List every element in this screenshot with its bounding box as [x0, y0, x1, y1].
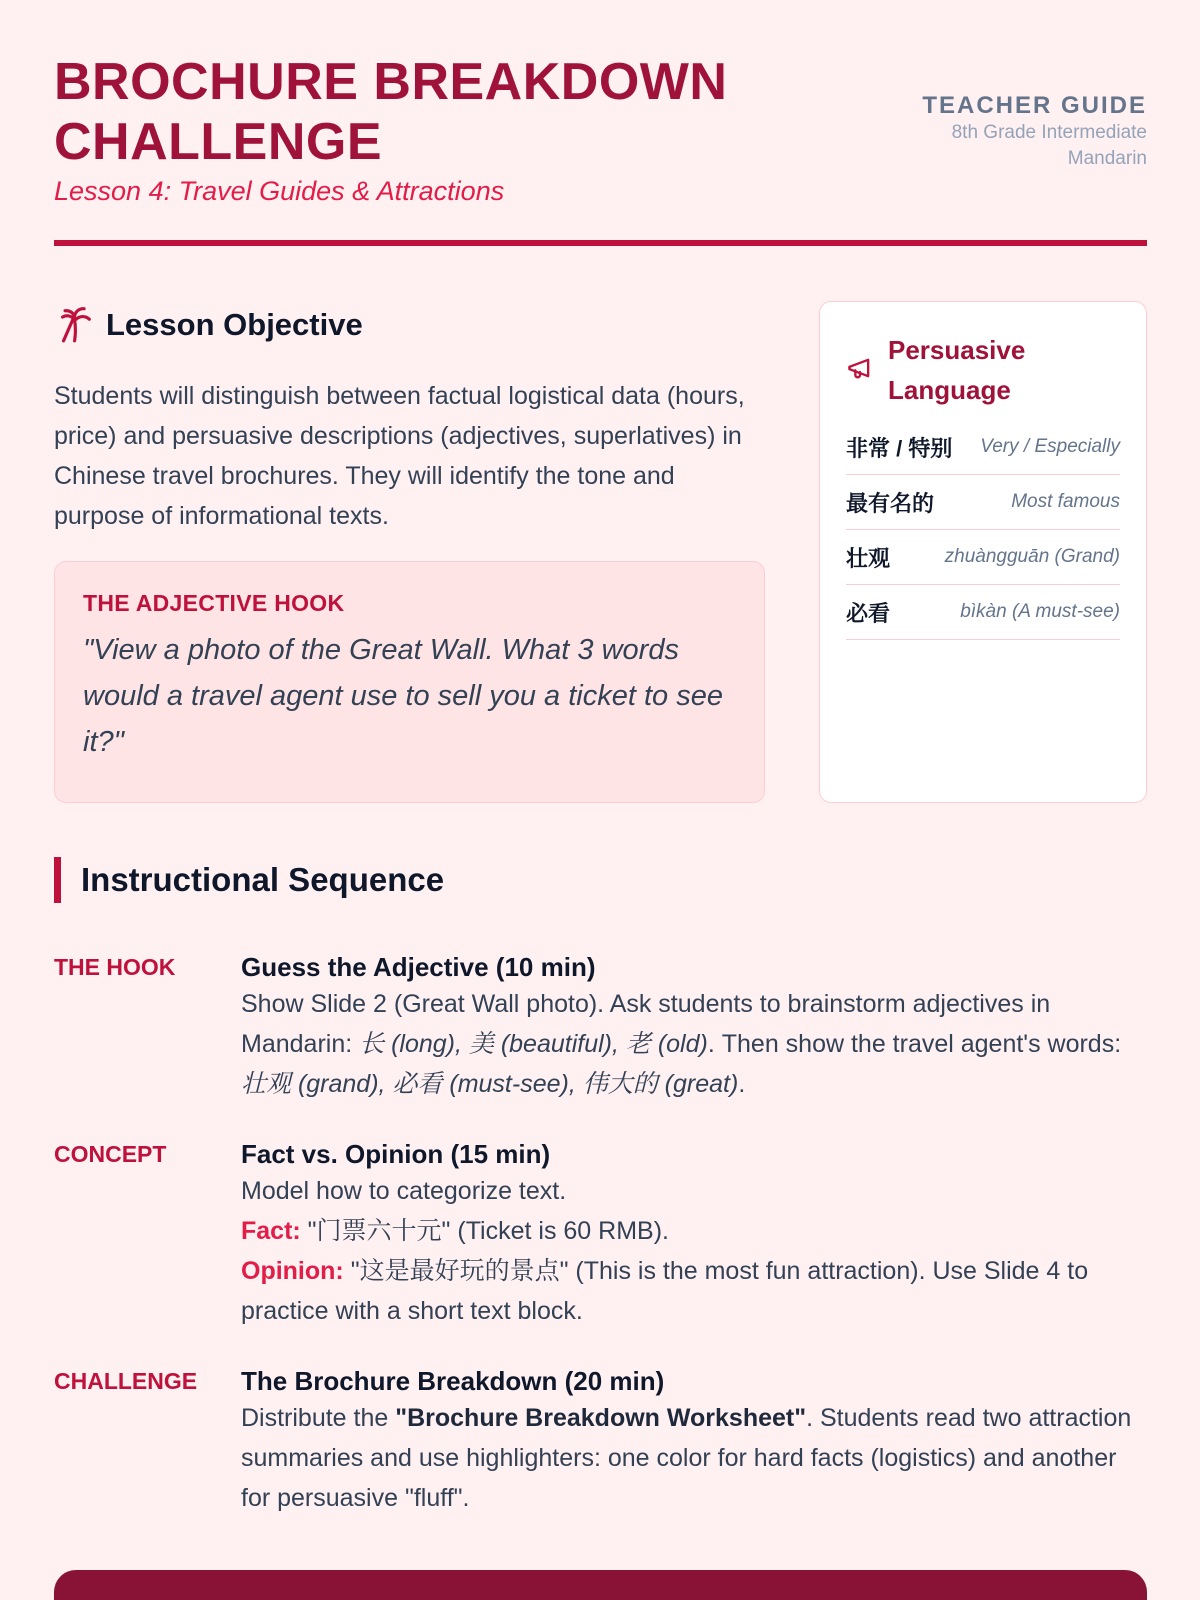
sequence-title: Instructional Sequence [81, 861, 445, 898]
step-label: CONCEPT [54, 1141, 167, 1167]
step-text-part: . Students read two attraction summaries and use highlighters: one color for hard facts (logistics) and another for persuasive "fluff". [241, 1404, 1132, 1512]
step-text-part: Distribute the [241, 1404, 396, 1432]
hook-label: THE ADJECTIVE HOOK [83, 590, 345, 616]
step-text [241, 1398, 1141, 1518]
fact-line [241, 1211, 1141, 1251]
vocab-item [846, 475, 1120, 530]
opinion-text: "这是最好玩的景点" (This is the most fun attraction). Use Slide 4 to practice with a short text block. [241, 1257, 1089, 1325]
hook-quote: "View a photo of the Great Wall. What 3 words would a travel agent use to sell you a ticket to see it?" [83, 634, 723, 758]
vocab-item [846, 420, 1120, 475]
vocab-meaning: Most famous [1011, 491, 1120, 512]
footer-bar [54, 1570, 1147, 1600]
vocab-chinese: 最有名的 [846, 490, 935, 516]
fact-text: "门票六十元" (Ticket is 60 RMB). [300, 1217, 669, 1245]
grade-level: 8th Grade Intermediate Mandarin [951, 122, 1147, 169]
step-text-emphasis: 长 (long), 美 (beautiful), 老 (old) [359, 1030, 708, 1058]
step-body [241, 1364, 1141, 1518]
step-title: Guess the Adjective (10 min) [241, 952, 596, 982]
vocab-meaning: Very / Especially [980, 436, 1120, 457]
step-body [241, 1137, 1141, 1331]
step-label: CHALLENGE [54, 1368, 198, 1394]
fact-label: Fact: [241, 1217, 301, 1245]
objective-title: Lesson Objective [106, 307, 363, 342]
lesson-subtitle: Lesson 4: Travel Guides & Attractions [54, 176, 505, 206]
objective-text: Students will distinguish between factual logistical data (hours, price) and persuasive descriptions (adjectives, superlatives) in Chinese travel brochures. They will identify the tone and purpose of informational texts. [54, 382, 745, 530]
step-text-part: . [738, 1070, 746, 1098]
step-text-emphasis: 壮观 (grand), 必看 (must-see), 伟大的 (great) [241, 1070, 739, 1098]
opinion-line [241, 1251, 1141, 1331]
megaphone-icon [846, 354, 874, 382]
step-text: Model how to categorize text. [241, 1177, 567, 1205]
vocab-list [846, 420, 1120, 640]
card-title: Persuasive Language [888, 335, 1026, 405]
step-text-part: . Then show the travel agent's words: [707, 1030, 1122, 1058]
step-label: THE HOOK [54, 954, 176, 980]
step-text [241, 984, 1141, 1104]
opinion-label: Opinion: [241, 1257, 344, 1285]
palm-tree-icon [54, 306, 92, 344]
vocab-chinese: 非常 / 特别 [846, 435, 953, 461]
card-header [846, 330, 1120, 410]
vocab-chinese: 壮观 [846, 545, 891, 571]
worksheet-name: "Brochure Breakdown Worksheet" [395, 1404, 807, 1432]
lesson-page [54, 0, 1147, 1600]
step-text-part: Show Slide 2 (Great Wall photo). Ask students to brainstorm adjectives in Mandarin: [241, 990, 1051, 1058]
objective-heading [54, 300, 363, 350]
step-body [241, 950, 1141, 1104]
guide-label: TEACHER GUIDE [922, 92, 1147, 119]
vocab-meaning: zhuàngguān (Grand) [944, 546, 1120, 567]
vocab-item [846, 530, 1120, 585]
vocab-item [846, 585, 1120, 640]
sequence-heading [54, 857, 444, 903]
adjective-hook-box [54, 561, 765, 803]
step-title: The Brochure Breakdown (20 min) [241, 1366, 665, 1396]
step-title: Fact vs. Opinion (15 min) [241, 1139, 551, 1169]
vocab-meaning: bìkàn (A must-see) [960, 601, 1120, 622]
page-title: BROCHURE BREAKDOWN CHALLENGE [54, 53, 728, 171]
vocab-chinese: 必看 [846, 600, 891, 626]
persuasive-language-card [819, 301, 1147, 803]
page-header [54, 52, 1147, 246]
